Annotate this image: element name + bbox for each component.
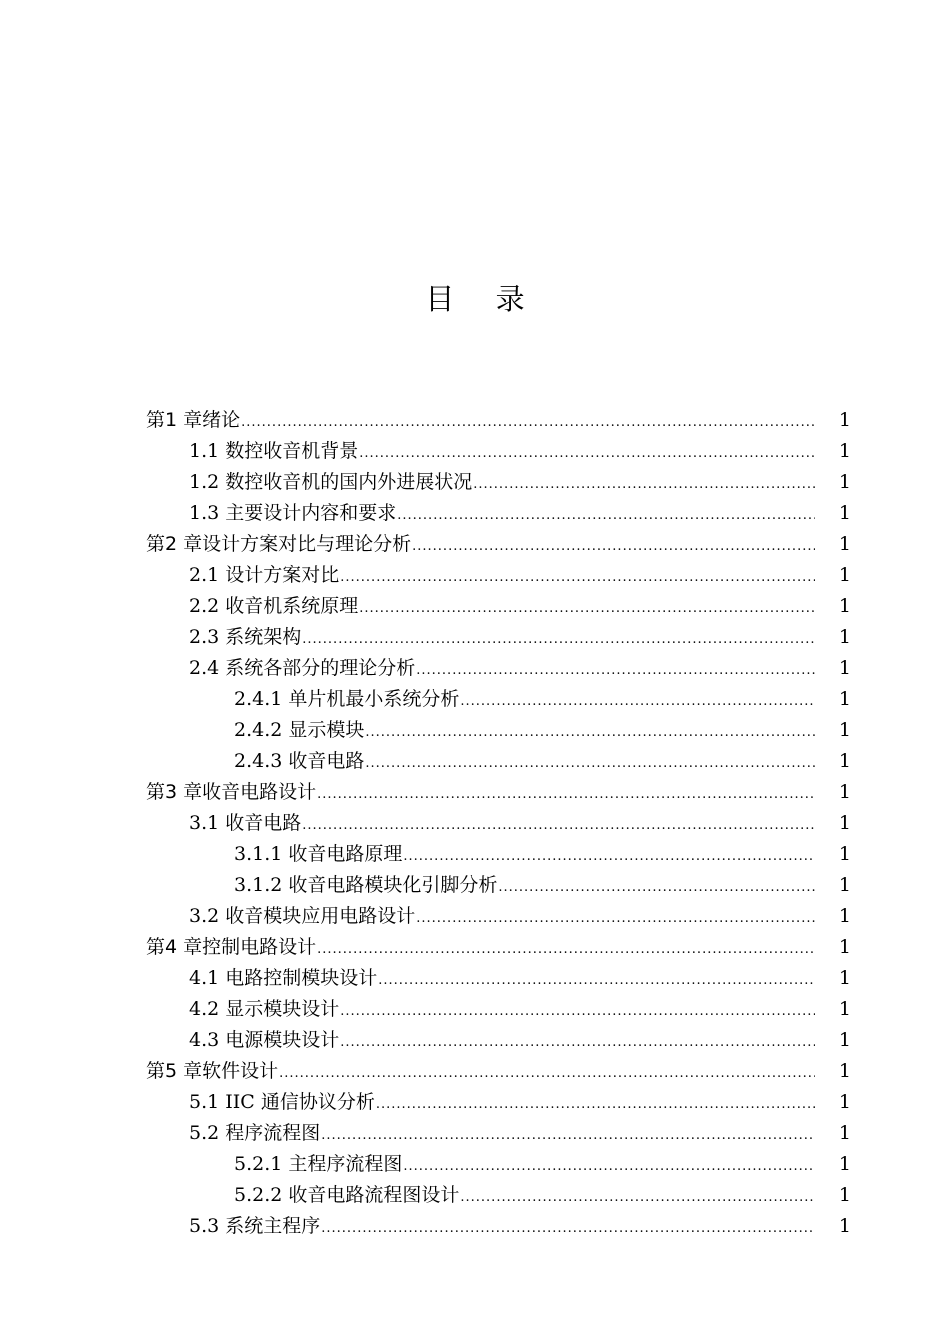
toc-leader-dots xyxy=(403,841,815,872)
toc-entry-line xyxy=(189,467,815,500)
toc-page-number: 1 xyxy=(838,1091,851,1113)
toc-entry[interactable] xyxy=(0,901,950,932)
toc-entry-line xyxy=(189,1087,815,1120)
toc-entry[interactable] xyxy=(0,1149,950,1180)
toc-entry-label: 5.2.2 收音电路流程图设计 xyxy=(234,1184,460,1206)
toc-entry[interactable] xyxy=(0,870,950,901)
toc-entry-line xyxy=(189,498,815,531)
toc-entry-label: 3.2 收音模块应用电路设计 xyxy=(189,905,416,927)
toc-entry-line xyxy=(189,1118,815,1151)
toc-entry-line xyxy=(189,653,815,686)
toc-entry-label: 2.4.3 收音电路 xyxy=(234,750,365,772)
toc-page-number: 1 xyxy=(838,626,851,648)
toc-entry[interactable] xyxy=(0,777,950,808)
toc-page-number: 1 xyxy=(838,471,851,493)
toc-entry-label: 2.2 收音机系统原理 xyxy=(189,595,359,617)
toc-entry[interactable] xyxy=(0,808,950,839)
toc-leader-dots xyxy=(416,655,815,686)
toc-entry[interactable] xyxy=(0,405,950,436)
toc-leader-dots xyxy=(460,1182,815,1213)
toc-page-number: 1 xyxy=(838,843,851,865)
toc-entry-line xyxy=(234,870,815,903)
toc-entry[interactable] xyxy=(0,715,950,746)
toc-entry-line xyxy=(189,901,815,934)
toc-entry-label: 1.1 数控收音机背景 xyxy=(189,440,359,462)
toc-entry-label: 5.1 IIC 通信协议分析 xyxy=(189,1091,375,1113)
toc-entry[interactable] xyxy=(0,1087,950,1118)
toc-leader-dots xyxy=(359,593,815,624)
toc-page-number: 1 xyxy=(838,781,851,803)
toc-leader-dots xyxy=(378,965,815,996)
toc-leader-dots xyxy=(279,1058,815,1089)
toc-page-number: 1 xyxy=(838,967,851,989)
toc-page-number: 1 xyxy=(838,998,851,1020)
toc-entry-line xyxy=(234,715,815,748)
toc-leader-dots xyxy=(416,903,815,934)
toc-entry-label: 4.2 显示模块设计 xyxy=(189,998,340,1020)
toc-page-number: 1 xyxy=(838,750,851,772)
toc-entry-label: 3.1 收音电路 xyxy=(189,812,302,834)
toc-entry-label: 4.1 电路控制模块设计 xyxy=(189,967,378,989)
toc-leader-dots xyxy=(241,407,815,438)
toc-leader-dots xyxy=(460,686,815,717)
toc-entry[interactable] xyxy=(0,1180,950,1211)
toc-entry-line xyxy=(146,405,815,438)
toc-entry-label: 3.1.1 收音电路原理 xyxy=(234,843,403,865)
toc-page-number: 1 xyxy=(838,657,851,679)
toc-entry-line xyxy=(189,963,815,996)
toc-entry[interactable] xyxy=(0,1118,950,1149)
toc-entry-label: 2.1 设计方案对比 xyxy=(189,564,340,586)
toc-page-number: 1 xyxy=(838,564,851,586)
toc-page-number: 1 xyxy=(838,905,851,927)
toc-entry-line xyxy=(146,777,815,810)
toc-entry[interactable] xyxy=(0,932,950,963)
toc-page-number: 1 xyxy=(838,812,851,834)
toc-entry-label: 2.4.1 单片机最小系统分析 xyxy=(234,688,460,710)
toc-page-number: 1 xyxy=(838,688,851,710)
toc-page-number: 1 xyxy=(838,1060,851,1082)
toc-page-number: 1 xyxy=(838,1184,851,1206)
toc-entry-line xyxy=(189,1025,815,1058)
toc-entry-line xyxy=(146,1056,815,1089)
toc-leader-dots xyxy=(340,996,815,1027)
toc-entry[interactable] xyxy=(0,684,950,715)
toc-entry[interactable] xyxy=(0,746,950,777)
toc-leader-dots xyxy=(376,1089,815,1120)
toc-page-number: 1 xyxy=(838,1153,851,1175)
toc-entry-line xyxy=(234,746,815,779)
toc-entry[interactable] xyxy=(0,622,950,653)
toc-page-number: 1 xyxy=(838,440,851,462)
toc-leader-dots xyxy=(473,469,815,500)
toc-page-number: 1 xyxy=(838,936,851,958)
toc-leader-dots xyxy=(340,562,815,593)
toc-leader-dots xyxy=(498,872,815,903)
toc-entry-label: 第3 章收音电路设计 xyxy=(146,781,317,803)
toc-entry[interactable] xyxy=(0,498,950,529)
toc-page-number: 1 xyxy=(838,533,851,555)
page-title: 目 录 xyxy=(425,282,541,316)
toc-entry-line xyxy=(234,839,815,872)
toc-leader-dots xyxy=(365,748,815,779)
toc-leader-dots xyxy=(397,500,815,531)
toc-page-number: 1 xyxy=(838,595,851,617)
toc-entry-label: 第4 章控制电路设计 xyxy=(146,936,317,958)
toc-entry-line xyxy=(146,529,815,562)
toc-page-number: 1 xyxy=(838,1215,851,1237)
toc-leader-dots xyxy=(359,438,815,469)
toc-entry-line xyxy=(189,1211,815,1244)
toc-entry-label: 3.1.2 收音电路模块化引脚分析 xyxy=(234,874,498,896)
toc-entry-label: 5.2 程序流程图 xyxy=(189,1122,321,1144)
toc-entry[interactable] xyxy=(0,436,950,467)
toc-leader-dots xyxy=(340,1027,815,1058)
toc-leader-dots xyxy=(317,934,815,965)
toc-entry[interactable] xyxy=(0,994,950,1025)
toc-entry[interactable] xyxy=(0,1056,950,1087)
toc-entry-label: 第1 章绪论 xyxy=(146,409,241,431)
toc-entry[interactable] xyxy=(0,839,950,870)
toc-entry[interactable] xyxy=(0,467,950,498)
toc-entry-line xyxy=(234,1180,815,1213)
toc-page-number: 1 xyxy=(838,874,851,896)
toc-entry-label: 1.3 主要设计内容和要求 xyxy=(189,502,397,524)
toc-entry[interactable] xyxy=(0,529,950,560)
toc-entry-label: 4.3 电源模块设计 xyxy=(189,1029,340,1051)
toc-entry-label: 第2 章设计方案对比与理论分析 xyxy=(146,533,412,555)
toc-leader-dots xyxy=(321,1213,815,1244)
toc-leader-dots xyxy=(365,717,815,748)
toc-entry-label: 第5 章软件设计 xyxy=(146,1060,279,1082)
toc-leader-dots xyxy=(317,779,815,810)
toc-entry-label: 5.3 系统主程序 xyxy=(189,1215,321,1237)
toc-entry-line xyxy=(189,591,815,624)
toc-entry[interactable] xyxy=(0,1211,950,1242)
toc-leader-dots xyxy=(302,624,815,655)
toc-page-number: 1 xyxy=(838,1122,851,1144)
toc-entry-line xyxy=(189,622,815,655)
toc-entry-line xyxy=(189,436,815,469)
toc-entry-label: 2.4.2 显示模块 xyxy=(234,719,365,741)
toc-entry[interactable] xyxy=(0,560,950,591)
toc-page-number: 1 xyxy=(838,409,851,431)
toc-entry-line xyxy=(189,994,815,1027)
toc-entry[interactable] xyxy=(0,1025,950,1056)
toc-entry[interactable] xyxy=(0,653,950,684)
toc-entry-line xyxy=(189,808,815,841)
toc-leader-dots xyxy=(302,810,815,841)
toc-entry-line xyxy=(234,684,815,717)
toc-entry-label: 2.3 系统架构 xyxy=(189,626,302,648)
toc-entry-label: 1.2 数控收音机的国内外进展状况 xyxy=(189,471,473,493)
toc-leader-dots xyxy=(321,1120,815,1151)
toc-page-number: 1 xyxy=(838,1029,851,1051)
table-of-contents xyxy=(0,405,950,1242)
toc-entry[interactable] xyxy=(0,963,950,994)
toc-entry-label: 5.2.1 主程序流程图 xyxy=(234,1153,403,1175)
toc-entry-label: 2.4 系统各部分的理论分析 xyxy=(189,657,416,679)
toc-entry-line xyxy=(234,1149,815,1182)
toc-leader-dots xyxy=(412,531,815,562)
toc-entry-line xyxy=(146,932,815,965)
toc-page-number: 1 xyxy=(838,502,851,524)
toc-entry[interactable] xyxy=(0,591,950,622)
toc-entry-line xyxy=(189,560,815,593)
toc-leader-dots xyxy=(403,1151,815,1182)
toc-page-number: 1 xyxy=(838,719,851,741)
